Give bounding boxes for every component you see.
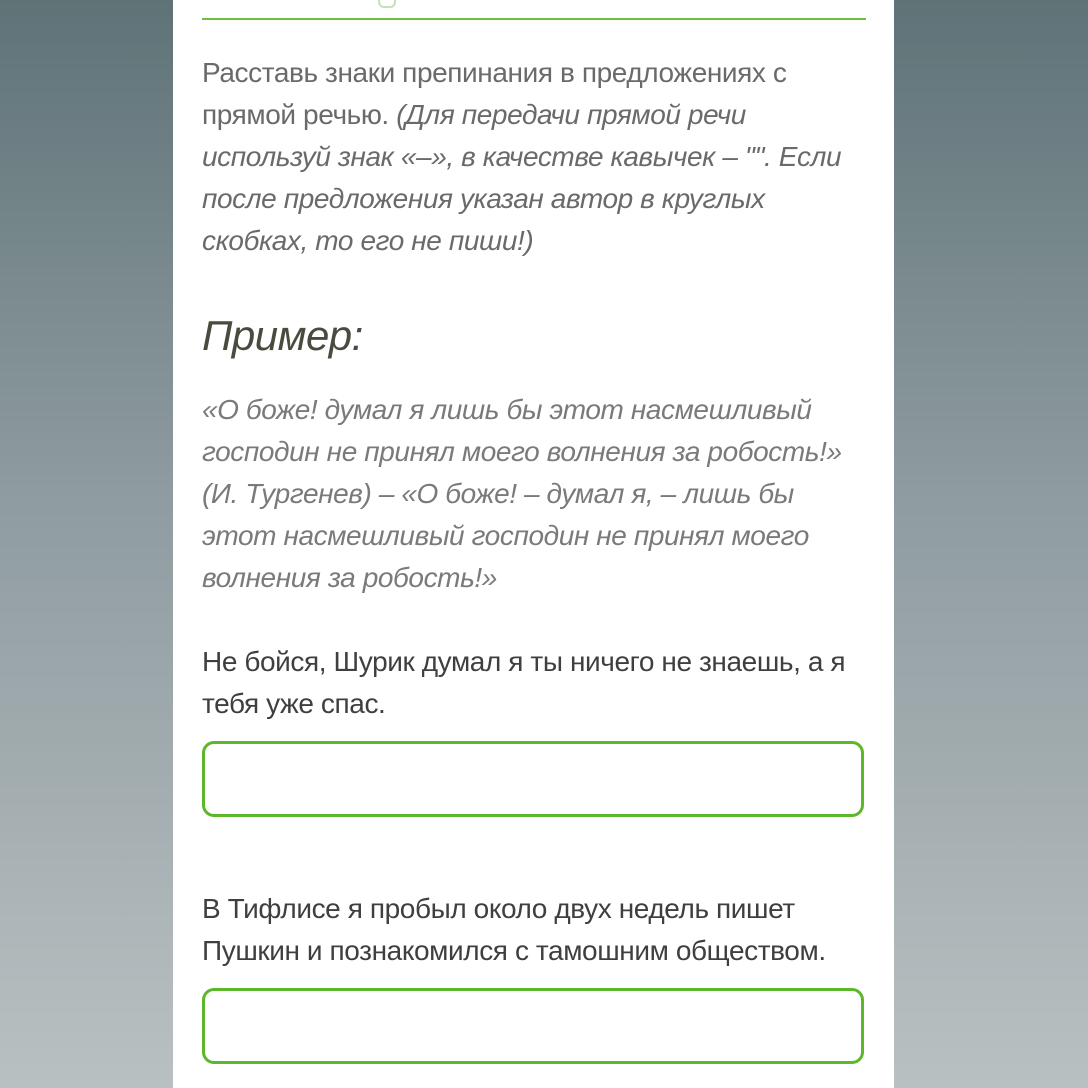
example-heading: Пример: <box>202 312 363 359</box>
task-sentence-2: В Тифлисе я пробыл около двух недель пишет Пушкин и познакомился с тамошним обществом. <box>202 893 826 966</box>
exercise-card <box>173 0 894 1088</box>
answer-input-1[interactable] <box>202 741 864 817</box>
section-divider <box>202 18 866 20</box>
instructions-text <box>202 52 870 262</box>
task-sentence-1: Не бойся, Шурик думал я ты ничего не знаешь, а я тебя уже спас. <box>202 646 846 719</box>
instructions-main: Расставь знаки препинания в предложениях с прямой речью. <box>202 57 787 130</box>
cropped-heading-glyph <box>378 0 396 8</box>
answer-input-2[interactable] <box>202 988 864 1064</box>
example-text: «О боже! думал я лишь бы этот насмешливый господин не принял моего волнения за робость!» (И. Тургенев) – «О боже! – думал я, – лишь бы этот насмешливый господин не принял моего волнения за робость!» <box>202 394 842 593</box>
instructions-note: (Для передачи прямой речи используй знак «–», в качестве кавычек – "". Если после предложения указан автор в круглых скобках, то его не пиши!) <box>202 99 842 256</box>
